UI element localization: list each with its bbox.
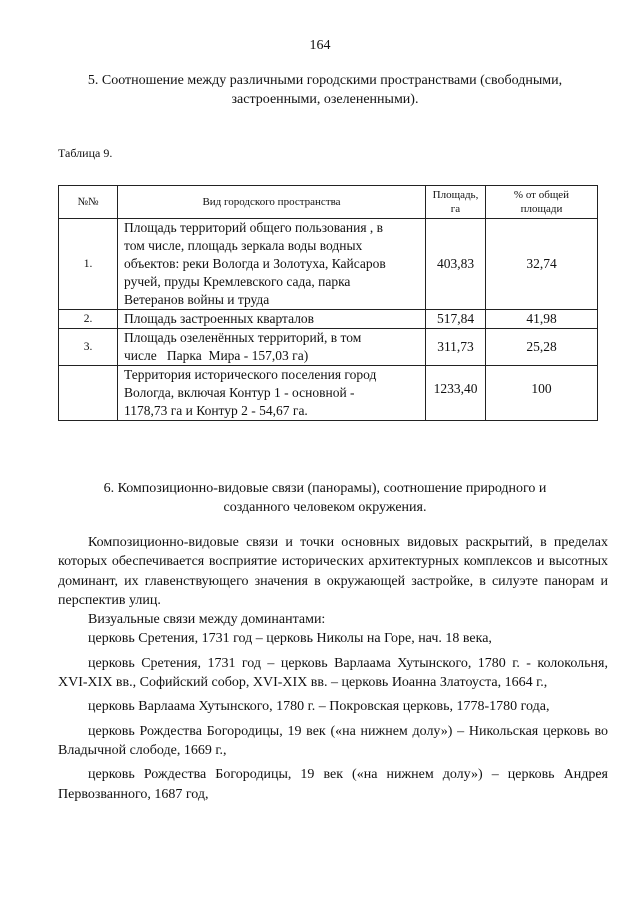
row-percent: 32,74 xyxy=(486,219,598,310)
row-description xyxy=(118,329,426,366)
paragraph: Визуальные связи между доминантами: xyxy=(88,612,326,628)
row-description xyxy=(118,366,426,421)
row-number: 3. xyxy=(59,329,118,366)
row-description-line: Площадь застроенных кварталов xyxy=(124,311,315,326)
section-5-heading-line: застроенными, озелененными). xyxy=(231,92,419,107)
row-number: 2. xyxy=(59,310,118,329)
header-num xyxy=(59,186,118,219)
row-description-line: Площадь территорий общего пользования , в xyxy=(124,220,384,235)
section-5-heading xyxy=(60,71,590,109)
section-6-heading xyxy=(60,479,590,517)
paragraph: церковь Сретения, 1731 год – церковь Варлаама Хутынского, 1780 г. - колокольня, XVI-XIX вв., Софийский собор, XVI-XIX вв. – церковь Иоанна Златоуста, 1664 г., xyxy=(58,655,608,691)
body-text xyxy=(58,533,608,804)
row-area: 1233,40 xyxy=(426,366,486,421)
row-description xyxy=(118,310,426,329)
paragraph: церковь Рождества Богородицы, 19 век («на нижнем долу») – церковь Андрея Первозванного, 1687 год, xyxy=(58,767,608,802)
section-5-heading-line: 5. Соотношение между различными городскими пространствами (свободными, xyxy=(87,73,563,88)
row-percent: 41,98 xyxy=(486,310,598,329)
section-6-heading-line: 6. Композиционно-видовые связи (панорамы), соотношение природного и xyxy=(103,481,547,496)
table-row xyxy=(59,219,598,310)
header-percent-line: площади xyxy=(520,203,563,215)
row-area: 517,84 xyxy=(426,310,486,329)
row-description-line: 1178,73 га и Контур 2 - 54,67 га. xyxy=(124,403,308,418)
header-percent xyxy=(486,186,598,219)
paragraph: церковь Варлаама Хутынского, 1780 г. – Покровская церковь, 1778-1780 года, xyxy=(88,699,550,715)
spaces-table xyxy=(58,185,598,421)
row-percent: 25,28 xyxy=(486,329,598,366)
paragraph: церковь Сретения, 1731 год – церковь Николы на Горе, нач. 18 века, xyxy=(88,631,492,647)
paragraph: Композиционно-видовые связи и точки основных видовых раскрытий, в пределах которых обеспечивается восприятие исторических архитектурных комплексов и высотных доминант, их главенствующего значения в окружающей застройке, в силуэте панорам и перспектив улиц. xyxy=(58,535,608,608)
row-area: 403,83 xyxy=(426,219,486,310)
table-row xyxy=(59,329,598,366)
header-kind xyxy=(118,186,426,219)
header-percent-line: % от общей xyxy=(513,189,570,201)
row-description-line: объектов: реки Вологда и Золотуха, Кайсаров xyxy=(124,256,386,271)
header-area-line: Площадь, xyxy=(432,189,479,201)
row-description-line: том числе, площадь зеркала воды водных xyxy=(124,238,363,253)
header-area-line: га xyxy=(450,203,461,215)
paragraph: церковь Рождества Богородицы, 19 век («на нижнем долу») – Никольская церковь во Владычной слободе, 1669 г., xyxy=(58,723,608,758)
row-percent: 100 xyxy=(486,366,598,421)
row-description xyxy=(118,219,426,310)
section-6-heading-line: созданного человеком окружения. xyxy=(223,500,427,515)
header-area xyxy=(426,186,486,219)
table-header-row xyxy=(59,186,598,219)
row-number: 1. xyxy=(59,219,118,310)
table-caption: Таблица 9. xyxy=(58,146,113,160)
row-area: 311,73 xyxy=(426,329,486,366)
header-kind-label: Вид городского пространства xyxy=(202,196,341,208)
page-number: 164 xyxy=(309,38,331,53)
row-description-line: Ветеранов войны и труда xyxy=(124,292,270,307)
row-description-line: ручей, пруды Кремлевского сада, парка xyxy=(124,274,351,289)
row-description-line: Территория исторического поселения город xyxy=(124,367,377,382)
table-row xyxy=(59,310,598,329)
header-num-label: №№ xyxy=(77,196,99,208)
row-description-line: Вологда, включая Контур 1 - основной - xyxy=(124,385,355,400)
row-description-line: Площадь озеленённых территорий, в том xyxy=(124,330,362,345)
row-number xyxy=(59,366,118,421)
table-row-total xyxy=(59,366,598,421)
row-description-line: числе Парка Мира - 157,03 га) xyxy=(124,348,309,363)
